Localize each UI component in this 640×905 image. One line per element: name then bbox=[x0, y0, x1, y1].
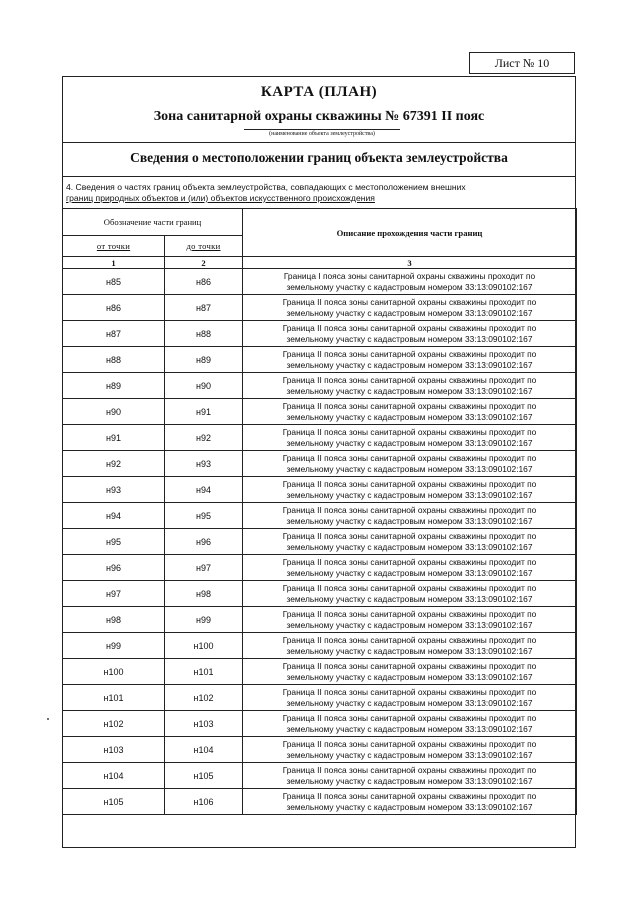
description-line-2: земельному участку с кадастровым номером 33:13:090102:167 bbox=[286, 593, 533, 604]
description-line-1: Граница II пояса зоны санитарной охраны скважины проходит по bbox=[282, 739, 537, 749]
point-to: н102 bbox=[165, 685, 243, 711]
boundary-description bbox=[243, 295, 577, 321]
boundary-description bbox=[243, 581, 577, 607]
point-from: н99 bbox=[63, 633, 165, 659]
boundary-description bbox=[243, 451, 577, 477]
boundary-description bbox=[243, 269, 577, 295]
point-to: н101 bbox=[165, 659, 243, 685]
description-line-1: Граница II пояса зоны санитарной охраны скважины проходит по bbox=[282, 687, 537, 697]
point-from: н86 bbox=[63, 295, 165, 321]
boundary-description bbox=[243, 763, 577, 789]
table-row bbox=[63, 399, 577, 425]
table-row bbox=[63, 269, 577, 295]
point-from: н87 bbox=[63, 321, 165, 347]
table-row bbox=[63, 789, 577, 815]
description-line-2: земельному участку с кадастровым номером 33:13:090102:167 bbox=[286, 515, 533, 526]
point-from: н88 bbox=[63, 347, 165, 373]
section-note bbox=[66, 182, 566, 204]
boundary-description bbox=[243, 607, 577, 633]
col-num-2: 2 bbox=[165, 257, 243, 269]
point-to: н92 bbox=[165, 425, 243, 451]
boundary-description bbox=[243, 737, 577, 763]
point-from: н98 bbox=[63, 607, 165, 633]
table-row bbox=[63, 451, 577, 477]
description-line-2: земельному участку с кадастровым номером 33:13:090102:167 bbox=[286, 775, 533, 786]
boundary-description bbox=[243, 425, 577, 451]
naming-caption: (наименование объекта землеустройства) bbox=[244, 129, 400, 139]
map-title: КАРТА (ПЛАН) bbox=[260, 84, 378, 100]
description-line-2: земельному участку с кадастровым номером 33:13:090102:167 bbox=[286, 541, 533, 552]
table-row bbox=[63, 581, 577, 607]
description-line-2: земельному участку с кадастровым номером 33:13:090102:167 bbox=[286, 567, 533, 578]
table-row bbox=[63, 347, 577, 373]
description-line-1: Граница II пояса зоны санитарной охраны скважины проходит по bbox=[282, 557, 537, 567]
point-from: н90 bbox=[63, 399, 165, 425]
point-from: н94 bbox=[63, 503, 165, 529]
description-line-1: Граница II пояса зоны санитарной охраны скважины проходит по bbox=[282, 713, 537, 723]
description-line-1: Граница I пояса зоны санитарной охраны скважины проходит по bbox=[283, 271, 536, 281]
description-line-2: земельному участку с кадастровым номером 33:13:090102:167 bbox=[286, 307, 533, 318]
description-line-2: земельному участку с кадастровым номером 33:13:090102:167 bbox=[286, 463, 533, 474]
boundary-description bbox=[243, 711, 577, 737]
point-to: н104 bbox=[165, 737, 243, 763]
description-line-2: земельному участку с кадастровым номером 33:13:090102:167 bbox=[286, 645, 533, 656]
point-to: н88 bbox=[165, 321, 243, 347]
description-line-1: Граница II пояса зоны санитарной охраны скважины проходит по bbox=[282, 323, 537, 333]
point-to: н99 bbox=[165, 607, 243, 633]
point-from: н89 bbox=[63, 373, 165, 399]
point-to: н105 bbox=[165, 763, 243, 789]
point-to: н89 bbox=[165, 347, 243, 373]
point-to: н94 bbox=[165, 477, 243, 503]
point-to: н91 bbox=[165, 399, 243, 425]
table-row bbox=[63, 529, 577, 555]
boundary-description bbox=[243, 347, 577, 373]
header-from bbox=[63, 236, 165, 257]
sheet-number: Лист № 10 bbox=[469, 52, 575, 74]
description-line-1: Граница II пояса зоны санитарной охраны скважины проходит по bbox=[282, 375, 537, 385]
point-from: н92 bbox=[63, 451, 165, 477]
boundary-description bbox=[243, 373, 577, 399]
header-to-label: до точки bbox=[186, 241, 221, 251]
header-desc: Описание прохождения части границ bbox=[243, 209, 577, 257]
point-from: н102 bbox=[63, 711, 165, 737]
boundary-description bbox=[243, 555, 577, 581]
description-line-1: Граница II пояса зоны санитарной охраны скважины проходит по bbox=[282, 453, 537, 463]
description-line-2: земельному участку с кадастровым номером 33:13:090102:167 bbox=[286, 437, 533, 448]
table-row bbox=[63, 295, 577, 321]
table-row bbox=[63, 633, 577, 659]
description-line-2: земельному участку с кадастровым номером 33:13:090102:167 bbox=[286, 281, 533, 292]
table-row bbox=[63, 607, 577, 633]
point-to: н98 bbox=[165, 581, 243, 607]
scan-speck bbox=[47, 718, 49, 720]
point-to: н106 bbox=[165, 789, 243, 815]
table-row bbox=[63, 321, 577, 347]
note-line-1: 4. Сведения о частях границ объекта землеустройства, совпадающих с местоположением внешних bbox=[66, 182, 466, 192]
point-to: н97 bbox=[165, 555, 243, 581]
description-line-2: земельному участку с кадастровым номером 33:13:090102:167 bbox=[286, 801, 533, 812]
point-from: н95 bbox=[63, 529, 165, 555]
point-from: н101 bbox=[63, 685, 165, 711]
note-line-2: границ природных объектов и (или) объектов искусственного происхождения bbox=[66, 193, 375, 203]
description-line-2: земельному участку с кадастровым номером 33:13:090102:167 bbox=[286, 359, 533, 370]
col-num-3: 3 bbox=[243, 257, 577, 269]
boundary-description bbox=[243, 399, 577, 425]
boundary-description bbox=[243, 503, 577, 529]
point-from: н85 bbox=[63, 269, 165, 295]
boundary-description bbox=[243, 529, 577, 555]
point-from: н91 bbox=[63, 425, 165, 451]
description-line-2: земельному участку с кадастровым номером 33:13:090102:167 bbox=[286, 385, 533, 396]
boundary-description bbox=[243, 477, 577, 503]
header-part: Обозначение части границ bbox=[63, 209, 243, 236]
description-line-2: земельному участку с кадастровым номером 33:13:090102:167 bbox=[286, 749, 533, 760]
point-from: н103 bbox=[63, 737, 165, 763]
table-row bbox=[63, 737, 577, 763]
description-line-2: земельному участку с кадастровым номером 33:13:090102:167 bbox=[286, 411, 533, 422]
boundary-description bbox=[243, 789, 577, 815]
description-line-2: земельному участку с кадастровым номером 33:13:090102:167 bbox=[286, 333, 533, 344]
table-row bbox=[63, 373, 577, 399]
table-row bbox=[63, 477, 577, 503]
table-row bbox=[63, 555, 577, 581]
point-from: н96 bbox=[63, 555, 165, 581]
description-line-2: земельному участку с кадастровым номером 33:13:090102:167 bbox=[286, 697, 533, 708]
point-from: н97 bbox=[63, 581, 165, 607]
point-to: н103 bbox=[165, 711, 243, 737]
point-to: н96 bbox=[165, 529, 243, 555]
col-num-1: 1 bbox=[63, 257, 165, 269]
boundary-description bbox=[243, 633, 577, 659]
divider-top bbox=[62, 142, 576, 143]
boundary-table bbox=[62, 208, 577, 815]
description-line-2: земельному участку с кадастровым номером 33:13:090102:167 bbox=[286, 619, 533, 630]
table-row bbox=[63, 503, 577, 529]
divider-section bbox=[62, 176, 576, 177]
point-to: н87 bbox=[165, 295, 243, 321]
table-row bbox=[63, 763, 577, 789]
description-line-1: Граница II пояса зоны санитарной охраны скважины проходит по bbox=[282, 583, 537, 593]
point-from: н104 bbox=[63, 763, 165, 789]
point-to: н86 bbox=[165, 269, 243, 295]
description-line-1: Граница II пояса зоны санитарной охраны скважины проходит по bbox=[282, 661, 537, 671]
description-line-2: земельному участку с кадастровым номером 33:13:090102:167 bbox=[286, 489, 533, 500]
description-line-1: Граница II пояса зоны санитарной охраны скважины проходит по bbox=[282, 791, 537, 801]
description-line-1: Граница II пояса зоны санитарной охраны скважины проходит по bbox=[282, 609, 537, 619]
table-row bbox=[63, 685, 577, 711]
description-line-1: Граница II пояса зоны санитарной охраны скважины проходит по bbox=[282, 635, 537, 645]
boundary-description bbox=[243, 659, 577, 685]
section-title: Сведения о местоположении границ объекта землеустройства bbox=[130, 150, 508, 165]
description-line-1: Граница II пояса зоны санитарной охраны скважины проходит по bbox=[282, 505, 537, 515]
description-line-1: Граница II пояса зоны санитарной охраны скважины проходит по bbox=[282, 531, 537, 541]
description-line-1: Граница II пояса зоны санитарной охраны скважины проходит по bbox=[282, 765, 537, 775]
boundary-description bbox=[243, 321, 577, 347]
point-to: н95 bbox=[165, 503, 243, 529]
table-row bbox=[63, 659, 577, 685]
point-to: н90 bbox=[165, 373, 243, 399]
description-line-1: Граница II пояса зоны санитарной охраны скважины проходит по bbox=[282, 401, 537, 411]
description-line-1: Граница II пояса зоны санитарной охраны скважины проходит по bbox=[282, 427, 537, 437]
description-line-1: Граница II пояса зоны санитарной охраны скважины проходит по bbox=[282, 349, 537, 359]
point-from: н100 bbox=[63, 659, 165, 685]
header-from-label: от точки bbox=[96, 241, 131, 251]
point-from: н93 bbox=[63, 477, 165, 503]
description-line-2: земельному участку с кадастровым номером 33:13:090102:167 bbox=[286, 671, 533, 682]
header-to bbox=[165, 236, 243, 257]
point-to: н100 bbox=[165, 633, 243, 659]
description-line-1: Граница II пояса зоны санитарной охраны скважины проходит по bbox=[282, 297, 537, 307]
point-from: н105 bbox=[63, 789, 165, 815]
description-line-1: Граница II пояса зоны санитарной охраны скважины проходит по bbox=[282, 479, 537, 489]
table-row bbox=[63, 425, 577, 451]
description-line-2: земельному участку с кадастровым номером 33:13:090102:167 bbox=[286, 723, 533, 734]
point-to: н93 bbox=[165, 451, 243, 477]
table-row bbox=[63, 711, 577, 737]
zone-title: Зона санитарной охраны скважины № 67391 II пояс bbox=[153, 109, 485, 124]
boundary-description bbox=[243, 685, 577, 711]
